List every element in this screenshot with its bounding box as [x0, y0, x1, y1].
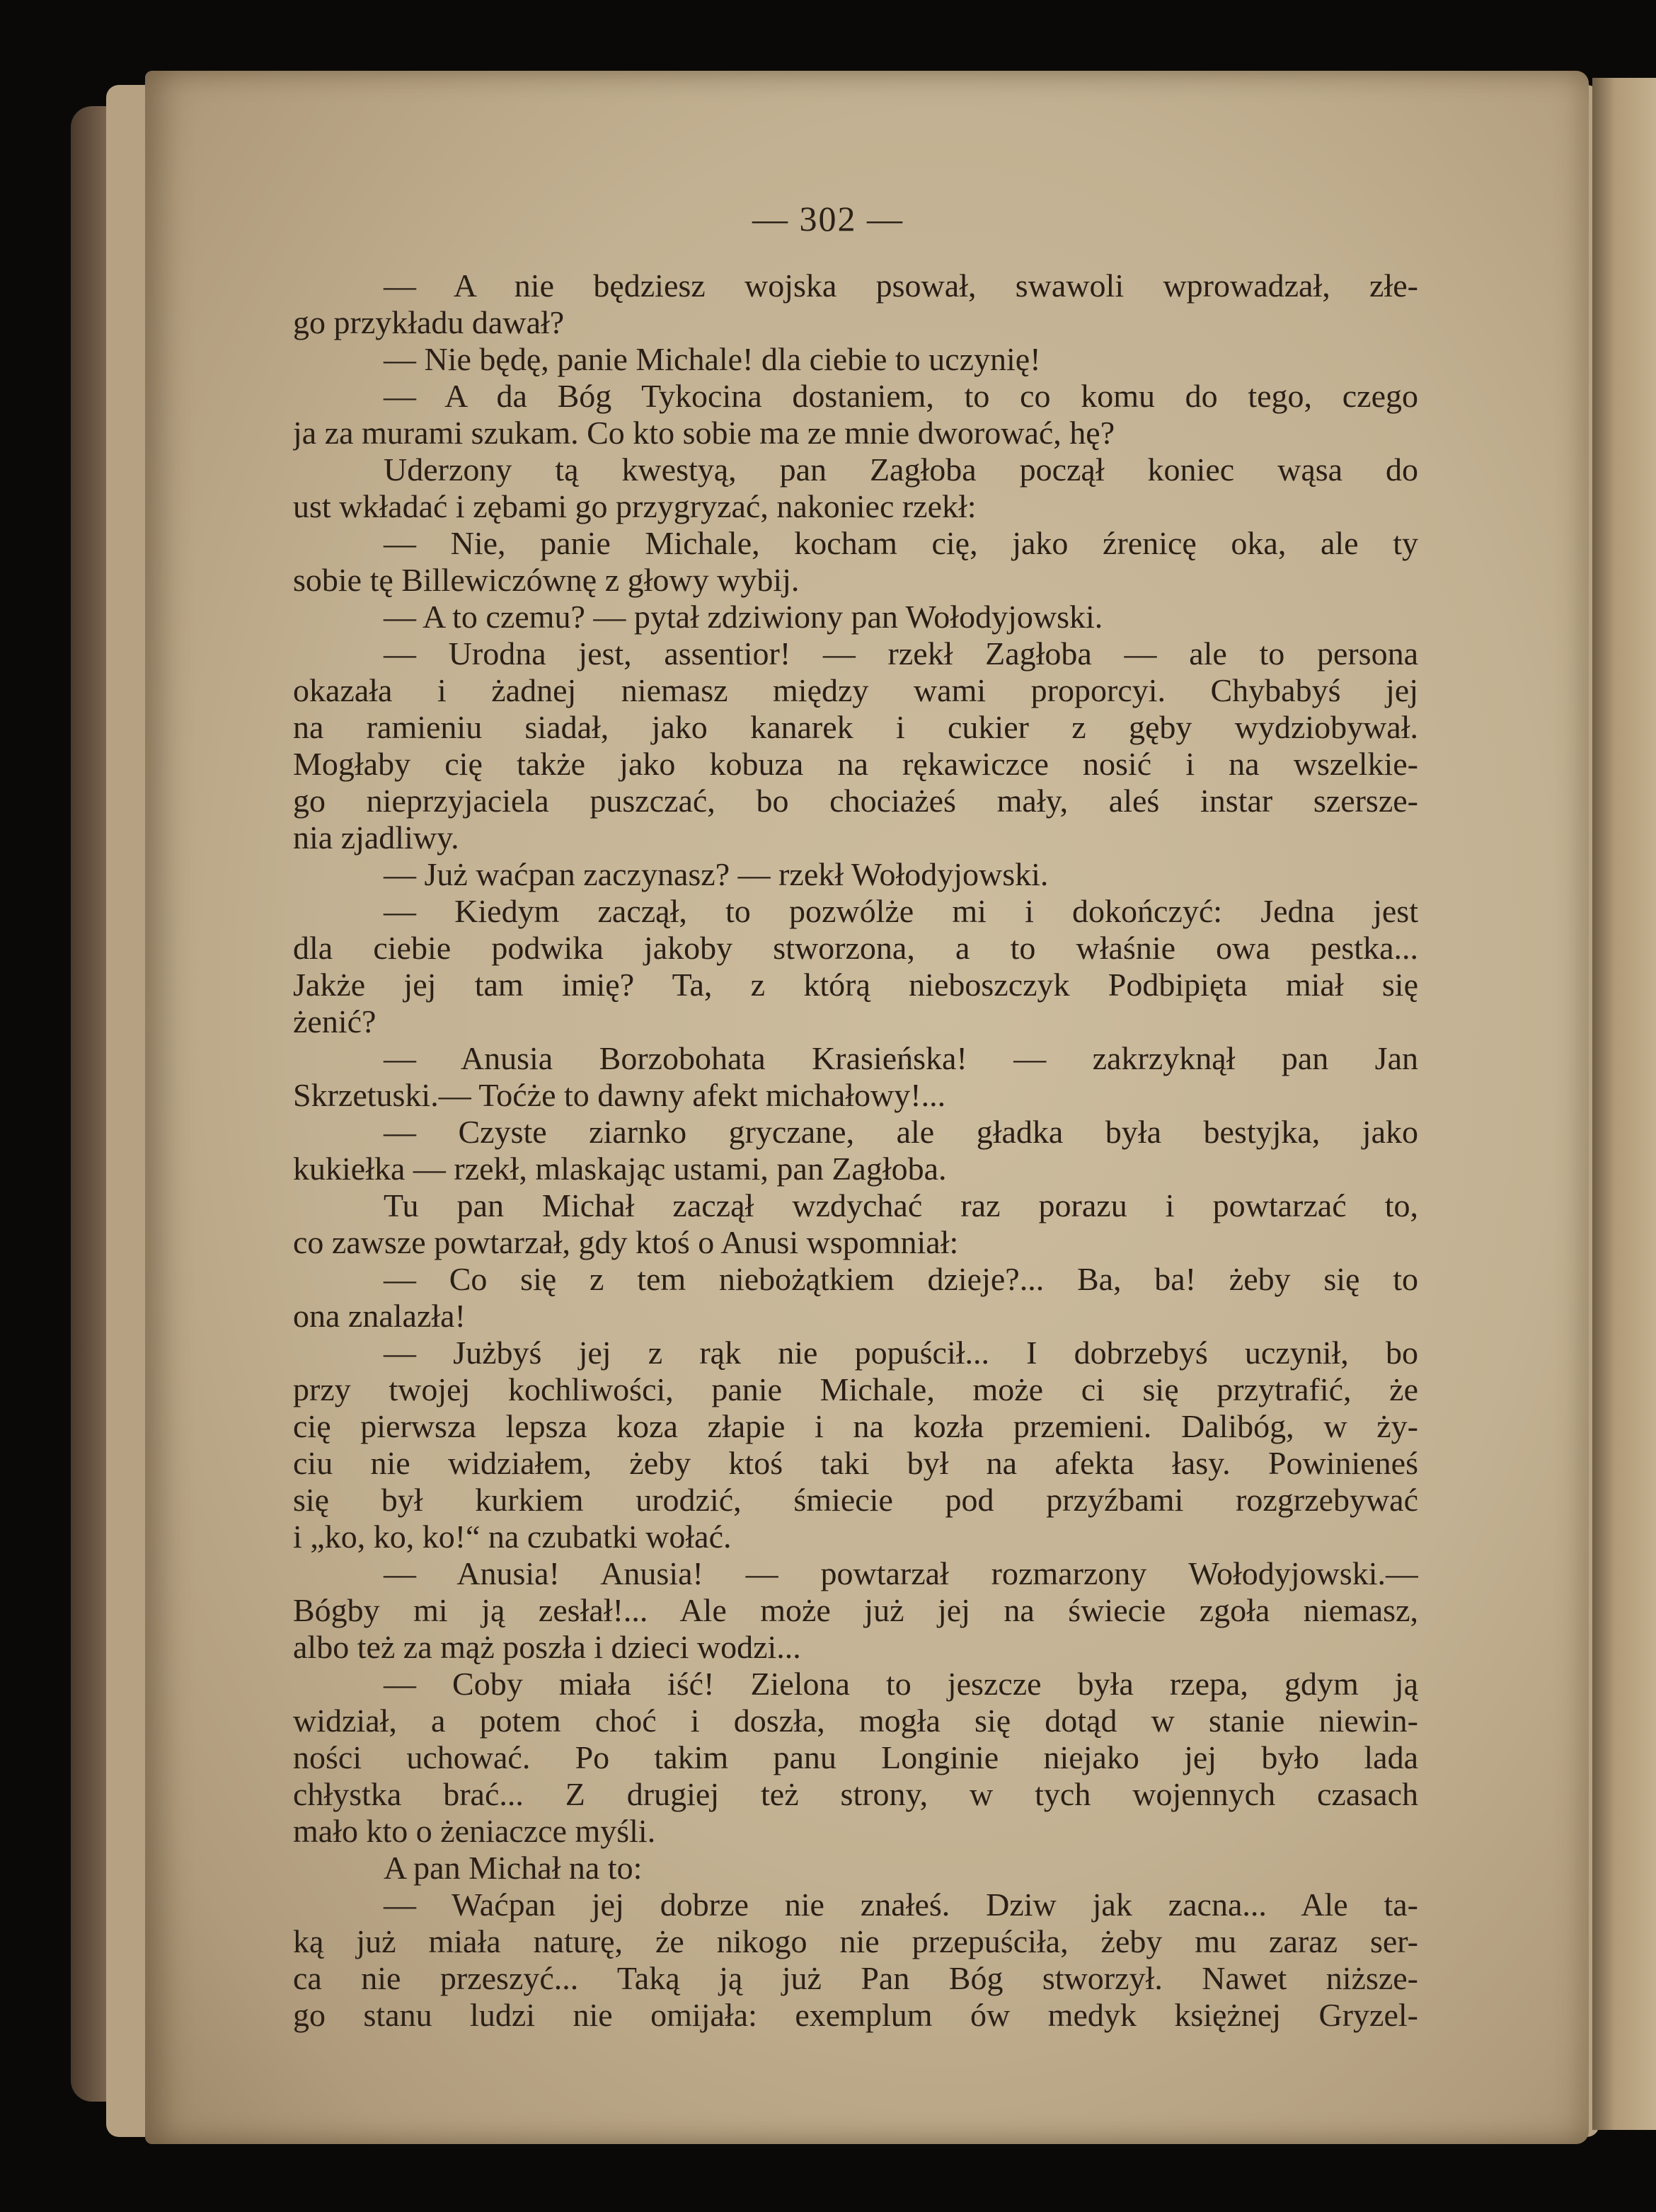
text-line: — Jużbyś jej z rąk nie popuścił... I dobrzebyś uczynił, bo: [384, 1335, 1418, 1371]
text-line: albo też za mąż poszła i dzieci wodzi...: [293, 1629, 801, 1665]
text-line: Tu pan Michał zaczął wzdychać raz porazu i powtarzać to,: [384, 1187, 1418, 1223]
text-line: dla ciebie podwika jakoby stworzona, a to właśnie owa pestka...: [293, 930, 1418, 966]
text-line: go przykładu dawał?: [293, 304, 565, 340]
text-line: — Już waćpan zaczynasz? — rzekł Wołodyjowski.: [384, 856, 1049, 892]
text-line: — A to czemu? — pytał zdziwiony pan Wołodyjowski.: [384, 599, 1103, 635]
text-line: ja za murami szukam. Co kto sobie ma ze mnie dworować, hę?: [293, 415, 1115, 451]
text-line: — Nie będę, panie Michale! dla ciebie to uczynię!: [384, 341, 1041, 377]
text-line: ust wkładać i zębami go przygryzać, nakoniec rzekł:: [293, 488, 977, 524]
text-line: nia zjadliwy.: [293, 819, 459, 856]
text-line: — A nie będziesz wojska psował, swawoli wprowadzał, złe-: [384, 267, 1418, 304]
text-line: i „ko, ko, ko!“ na czubatki wołać.: [293, 1519, 732, 1555]
text-line: ona znalazła!: [293, 1298, 466, 1334]
text-line: go stanu ludzi nie omijała: exemplum ów medyk księżnej Gryzel-: [293, 1997, 1418, 2033]
text-line: A pan Michał na to:: [384, 1850, 643, 1886]
text-line: żenić?: [293, 1003, 376, 1039]
page-body-text: [293, 267, 1418, 2034]
text-line: okazała i żadnej niemasz między wami proporcyi. Chybabyś jej: [293, 672, 1418, 708]
text-line: ką już miała naturę, że nikogo nie przepuściła, żeby mu zaraz ser-: [293, 1923, 1418, 1959]
text-line: przy twojej kochliwości, panie Michale, może ci się przytrafić, że: [293, 1371, 1418, 1407]
text-line: się był kurkiem urodzić, śmiecie pod przyźbami rozgrzebywać: [293, 1482, 1418, 1518]
text-line: ciu nie widziałem, żeby ktoś taki był na afekta łasy. Powinieneś: [293, 1445, 1418, 1481]
text-line: Mogłaby cię także jako kobuza na rękawiczce nosić i na wszelkie-: [293, 746, 1418, 782]
text-line: chłystka brać... Z drugiej też strony, w tych wojennych czasach: [293, 1776, 1418, 1812]
text-line: Skrzetuski.— Toćże to dawny afekt michałowy!...: [293, 1077, 946, 1113]
next-page-edge: [1592, 78, 1656, 2130]
text-line: — Anusia! Anusia! — powtarzał rozmarzony Wołodyjowski.—: [384, 1555, 1418, 1591]
text-line: ca nie przeszyć... Taką ją już Pan Bóg stworzył. Nawet niższe-: [293, 1960, 1418, 1996]
text-line: kukiełka — rzekł, mlaskając ustami, pan Zagłoba.: [293, 1151, 947, 1187]
text-line: ności uchować. Po takim panu Longinie niejako jej było lada: [293, 1739, 1418, 1775]
text-line: Uderzony tą kwestyą, pan Zagłoba począł koniec wąsa do: [384, 451, 1418, 488]
text-line: — Nie, panie Michale, kocham cię, jako źrenicę oka, ale ty: [384, 525, 1418, 561]
text-line: — Urodna jest, assentior! — rzekł Zagłoba — ale to persona: [384, 635, 1418, 672]
text-line: na ramieniu siadał, jako kanarek i cukier z gęby wydziobywał.: [293, 709, 1418, 745]
text-line: go nieprzyjaciela puszczać, bo chociażeś mały, aleś instar szersze-: [293, 783, 1418, 819]
text-line: Bógby mi ją zesłał!... Ale może już jej na świecie zgoła niemasz,: [293, 1592, 1418, 1628]
text-line: Jakże jej tam imię? Ta, z którą nieboszczyk Podbipięta miał się: [293, 967, 1418, 1003]
page-number: — 302 —: [752, 199, 904, 238]
text-line: — Czyste ziarnko gryczane, ale gładka była bestyjka, jako: [384, 1114, 1418, 1150]
text-line: — Kiedym zaczął, to pozwólże mi i dokończyć: Jedna jest: [384, 893, 1418, 929]
text-line: — Coby miała iść! Zielona to jeszcze była rzepa, gdym ją: [384, 1666, 1418, 1702]
text-line: co zawsze powtarzał, gdy ktoś o Anusi wspomniał:: [293, 1224, 959, 1260]
text-line: mało kto o żeniaczce myśli.: [293, 1813, 656, 1849]
text-line: — Co się z tem niebożątkiem dzieje?... Ba, ba! żeby się to: [384, 1261, 1418, 1297]
text-line: — A da Bóg Tykocina dostaniem, to co komu do tego, czego: [384, 378, 1418, 414]
text-line: widział, a potem choć i doszła, mogła się dotąd w stanie niewin-: [293, 1703, 1418, 1739]
text-line: — Anusia Borzobohata Krasieńska! — zakrzyknął pan Jan: [384, 1040, 1418, 1076]
text-line: sobie tę Billewiczównę z głowy wybij.: [293, 562, 800, 598]
text-line: cię pierwsza lepsza koza złapie i na kozła przemieni. Dalibóg, w ży-: [293, 1408, 1418, 1444]
text-line: — Waćpan jej dobrze nie znałeś. Dziw jak zacna... Ale ta-: [384, 1886, 1418, 1923]
